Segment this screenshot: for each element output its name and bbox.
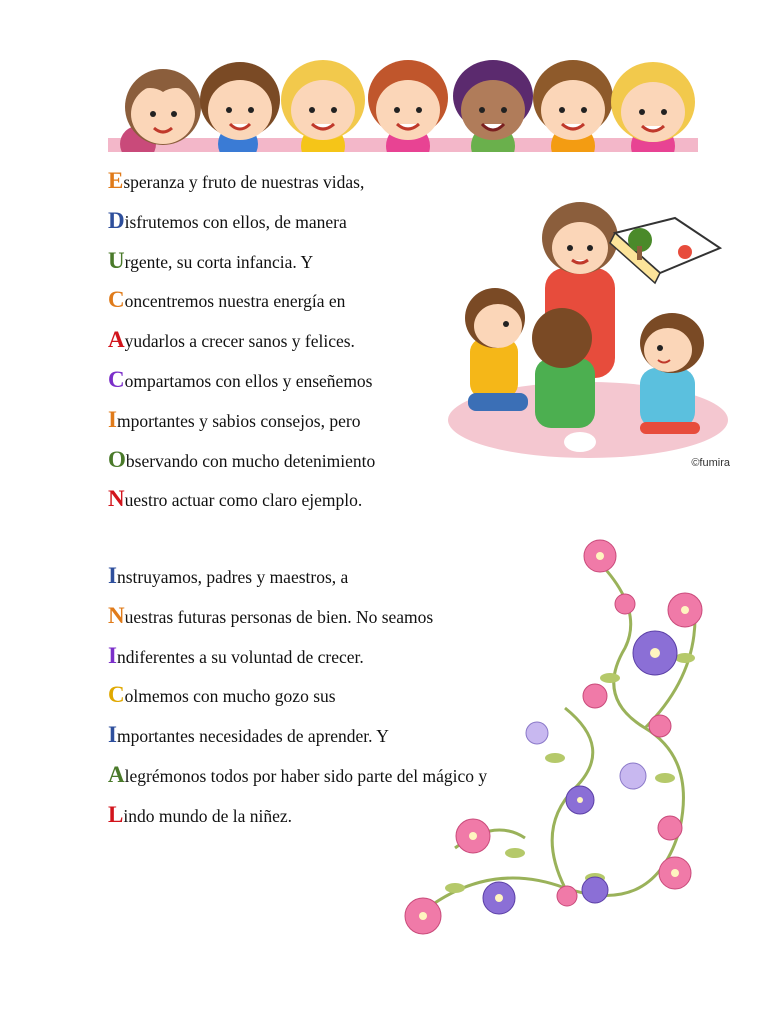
poem-line-text: speranza y fruto de nuestras vidas,	[123, 172, 365, 192]
poem-line-text: nstruyamos, padres y maestros, a	[116, 567, 349, 587]
child-blue-shirt	[640, 313, 704, 434]
teacher-reading-to-children-illustration	[440, 188, 736, 472]
acrostic-initial: I	[108, 642, 117, 668]
poem-line	[108, 641, 487, 681]
poem-line-text: uestro actuar como claro ejemplo.	[124, 490, 363, 511]
poem-line-text: yudarlos a crecer sanos y felices.	[124, 331, 355, 352]
flower-purple	[483, 631, 677, 914]
children-banner-illustration	[108, 52, 698, 152]
poem-line-text: mportantes necesidades de aprender. Y	[116, 726, 389, 747]
acrostic-initial: C	[108, 682, 125, 708]
poem-line	[108, 720, 487, 760]
poem-line-text: ompartamos con ellos y enseñemos	[124, 370, 373, 391]
poem-line-text: isfrutemos con ellos, de manera	[124, 211, 347, 232]
poem-line	[108, 445, 375, 485]
poem-line	[108, 601, 487, 641]
picture-book	[610, 218, 720, 283]
poem-line-text: uestras futuras personas de bien. No seamos	[124, 606, 434, 627]
illustration-credit: ©fumira	[691, 457, 730, 469]
poem-line	[108, 206, 375, 246]
acrostic-initial: A	[108, 761, 125, 787]
acrostic-initial: A	[108, 327, 125, 353]
poem-line	[108, 325, 375, 365]
acrostic-initial: U	[108, 247, 125, 273]
poem-line-text: oncentremos nuestra energía en	[124, 291, 346, 312]
poem-line-text: bservando con mucho detenimiento	[125, 450, 376, 471]
poem-line-text: ndiferentes a su voluntad de crecer.	[116, 646, 364, 667]
poem-line	[108, 365, 375, 405]
acrostic-initial: I	[108, 563, 117, 588]
acrostic-initial: E	[108, 168, 124, 193]
acrostic-initial: C	[108, 366, 125, 392]
poem-line	[108, 285, 375, 325]
poem-line	[108, 166, 375, 206]
acrostic-initial: N	[108, 486, 125, 512]
poem-line-text: olmemos con mucho gozo sus	[124, 686, 336, 707]
poem-line	[108, 760, 487, 800]
acrostic-initial: O	[108, 446, 126, 472]
poem-line-text: rgente, su corta infancia. Y	[124, 251, 314, 272]
poem-line	[108, 484, 375, 524]
poem-line	[108, 561, 487, 601]
acrostic-initial: C	[108, 287, 125, 313]
poem-stanza-2	[108, 561, 487, 840]
acrostic-initial: D	[108, 207, 125, 233]
poem-line	[108, 405, 375, 445]
acrostic-initial: L	[108, 801, 124, 827]
acrostic-initial: N	[108, 602, 125, 628]
acrostic-initial: I	[108, 722, 117, 748]
poem-line	[108, 800, 487, 840]
poem-line	[108, 680, 487, 720]
poem-line-text: indo mundo de la niñez.	[123, 805, 292, 826]
poem-line-text: legrémonos todos por haber sido parte del mágico y	[124, 765, 488, 786]
poem-line	[108, 246, 375, 286]
acrostic-initial: I	[108, 406, 117, 432]
poem-line-text: mportantes y sabios consejos, pero	[116, 410, 361, 431]
poem-stanza-1	[108, 166, 375, 524]
